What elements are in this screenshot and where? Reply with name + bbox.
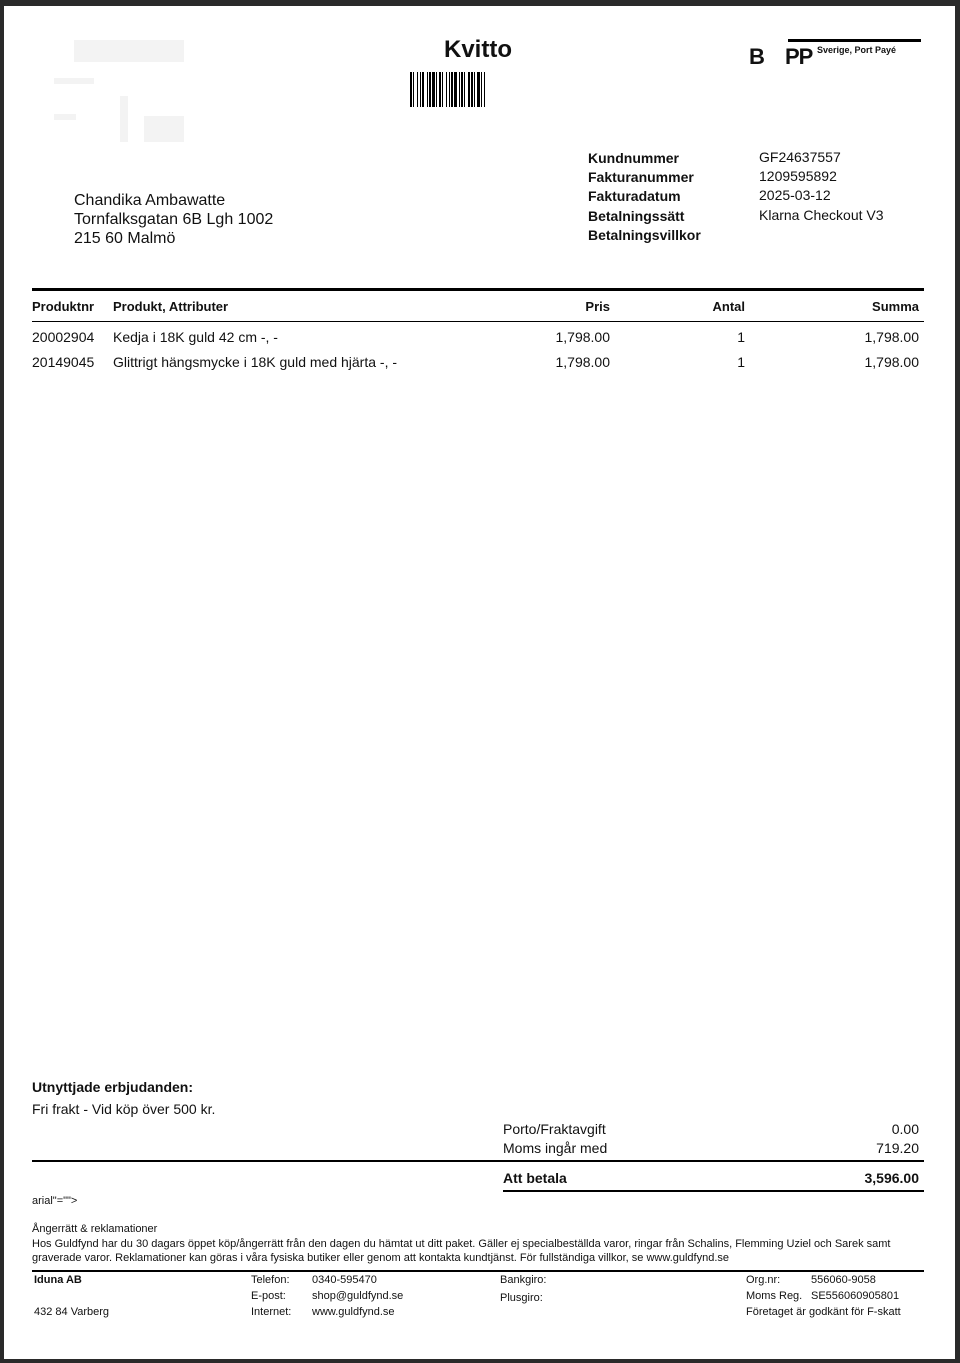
barcode-bar [484, 72, 485, 107]
document-title: Kvitto [444, 36, 512, 63]
payment-terms-label: Betalningsvillkor [588, 227, 701, 243]
footer-email-label: E-post: [251, 1290, 286, 1302]
offers-heading: Utnyttjade erbjudanden: [32, 1079, 194, 1095]
footer-ftax: Företaget är godkänt för F-skatt [746, 1306, 901, 1318]
col-header-qty: Antal [712, 299, 745, 314]
amount-due-value: 3,596.00 [864, 1170, 919, 1186]
row1-productno: 20002904 [32, 329, 95, 345]
shipping-label: Porto/Fraktavgift [503, 1121, 606, 1137]
footer-org-value: 556060-9058 [811, 1274, 876, 1286]
amount-due-rule [503, 1190, 924, 1192]
footer-web-value: www.guldfynd.se [312, 1306, 395, 1318]
footer-phone-label: Telefon: [251, 1274, 290, 1286]
barcode-bar [481, 72, 482, 107]
barcode-bar [474, 72, 475, 107]
row1-sum: 1,798.00 [864, 329, 919, 345]
table-top-rule [32, 288, 924, 291]
footer-vatreg-value: SE556060905801 [811, 1290, 900, 1302]
shipping-value: 0.00 [891, 1121, 919, 1137]
row1-price: 1,798.00 [555, 329, 610, 345]
barcode-bar [464, 72, 465, 107]
vat-label: Moms ingår med [503, 1140, 608, 1156]
customer-number-value: GF24637557 [759, 149, 841, 165]
footer-email-value: shop@guldfynd.se [312, 1290, 404, 1302]
barcode-bar [451, 72, 453, 107]
footer-web-label: Internet: [251, 1306, 292, 1318]
barcode-bar [417, 72, 418, 107]
recipient-name: Chandika Ambawatte [74, 192, 226, 209]
barcode-bar [413, 72, 414, 107]
barcode-bar [446, 72, 447, 107]
row1-qty: 1 [737, 329, 745, 345]
col-header-sum: Summa [872, 299, 919, 314]
barcode-bar [429, 72, 431, 107]
terms-heading: Ångerrätt & reklamationer [32, 1223, 158, 1235]
invoice-date-label: Fakturadatum [588, 188, 681, 204]
barcode-bar [468, 72, 470, 107]
barcode-bar [410, 72, 412, 107]
footer-plusgiro-label: Plusgiro: [500, 1292, 543, 1304]
col-header-product: Produkt, Attributer [113, 299, 229, 314]
row2-productno: 20149045 [32, 354, 95, 370]
barcode-bar [436, 72, 437, 107]
carrier-text: Sverige, Port Payé [817, 45, 897, 55]
row2-product: Glittrigt hängsmycke i 18K guld med hjärta -, - [113, 354, 398, 370]
barcode [410, 72, 550, 107]
barcode-bar [439, 72, 441, 107]
col-header-productno: Produktnr [32, 299, 95, 314]
col-header-price: Pris [585, 299, 610, 314]
receipt-page [4, 6, 955, 1359]
row2-qty: 1 [737, 354, 745, 370]
payment-method-value: Klarna Checkout V3 [759, 207, 884, 223]
customer-number-label: Kundnummer [588, 150, 679, 166]
footer-phone-value: 0340-595470 [312, 1274, 377, 1286]
barcode-bar [422, 72, 424, 107]
barcode-bar [427, 72, 428, 107]
totals-rule [32, 1160, 924, 1162]
footer-address: 432 84 Varberg [34, 1306, 110, 1318]
barcode-bar [454, 72, 457, 107]
company-logo [48, 36, 193, 146]
terms-line-1: Hos Guldfynd har du 30 dagars öppet köp/ångerrätt från den dagen du hämtat ut ditt paket. Gäller ej specialbeställda varor, ringar från Schalins, Flemming Uziel och Sarek samt [32, 1238, 891, 1250]
barcode-bar [471, 72, 473, 107]
footer-bankgiro-label: Bankgiro: [500, 1274, 547, 1286]
carrier-line [788, 39, 921, 42]
row2-price: 1,798.00 [555, 354, 610, 370]
barcode-bar [442, 72, 443, 107]
recipient-street: Tornfalksgatan 6B Lgh 1002 [74, 211, 274, 228]
barcode-bar [459, 72, 460, 107]
row1-product: Kedja i 18K guld 42 cm -, - [113, 329, 278, 345]
stray-markup-text: arial"=""> [32, 1195, 78, 1207]
invoice-number-value: 1209595892 [759, 168, 837, 184]
invoice-date-value: 2025-03-12 [759, 187, 831, 203]
carrier-pp-mark: PP [785, 44, 813, 69]
amount-due-label: Att betala [503, 1170, 567, 1186]
recipient-city: 215 60 Malmö [74, 230, 176, 247]
barcode-bar [461, 72, 463, 107]
carrier-b-mark: B [749, 44, 765, 69]
footer-vatreg-label: Moms Reg. [746, 1290, 803, 1302]
offers-text: Fri frakt - Vid köp över 500 kr. [32, 1101, 216, 1117]
barcode-bar [477, 72, 480, 107]
payment-method-label: Betalningssätt [588, 208, 685, 224]
barcode-bar [420, 72, 421, 107]
footer-rule [32, 1270, 924, 1272]
footer-org-label: Org.nr: [746, 1274, 781, 1286]
barcode-bar [432, 72, 435, 107]
table-header-rule [32, 321, 924, 322]
footer-company: Iduna AB [34, 1274, 82, 1286]
invoice-number-label: Fakturanummer [588, 169, 694, 185]
terms-line-2: graverade varor. Reklamationer kan göras i våra fysiska butiker eller genom att kontakta kundtjänst. För fullständiga villkor, se www.guldfynd.se [32, 1252, 730, 1264]
row2-sum: 1,798.00 [864, 354, 919, 370]
barcode-bar [449, 72, 450, 107]
vat-value: 719.20 [876, 1140, 919, 1156]
